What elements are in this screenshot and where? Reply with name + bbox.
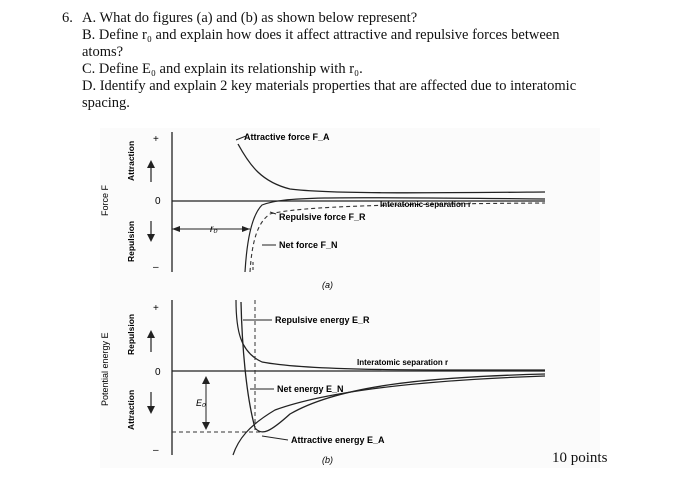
energy-repulsion-label: Repulsion: [126, 313, 136, 355]
energy-plus-label: +: [153, 303, 159, 314]
question-part-d: D. Identify and explain 2 key materials properties that are affected due to interatomic: [82, 78, 577, 94]
repulsive-energy-label: Repulsive energy E_R: [275, 315, 370, 325]
attractive-energy-label: Attractive energy E_A: [291, 435, 385, 445]
question-part-d-cont: spacing.: [82, 95, 130, 111]
attractive-force-label: Attractive force F_A: [244, 132, 330, 142]
question-part-b-cont: atoms?: [82, 44, 124, 60]
net-energy-label: Net energy E_N: [277, 384, 344, 394]
energy-interatomic-separation-label: Interatomic separation r: [357, 358, 449, 367]
force-attraction-label: Attraction: [126, 140, 136, 181]
force-interatomic-separation-label: Interatomic separation r: [380, 200, 472, 209]
question-part-a: A. What do figures (a) and (b) as shown below represent?: [82, 10, 418, 26]
points-value: 10 points: [552, 450, 608, 466]
force-axis-label: Force F: [100, 184, 110, 216]
question-number: 6.: [62, 10, 73, 26]
energy-minus-label: –: [153, 445, 159, 456]
figure-b-caption: (b): [322, 455, 333, 465]
force-repulsion-label: Repulsion: [126, 220, 136, 262]
figure-a-caption: (a): [322, 280, 333, 290]
repulsive-force-label: Repulsive force F_R: [279, 212, 366, 222]
force-minus-label: –: [153, 262, 159, 273]
e0-label: E₀: [196, 398, 206, 408]
net-force-label: Net force F_N: [279, 240, 338, 250]
question-part-c: C. Define E₀ and explain its relationship with r₀.: [82, 61, 363, 77]
question-part-b: B. Define r₀ and explain how does it affect attractive and repulsive forces between: [82, 27, 560, 43]
energy-origin-label: 0: [155, 367, 161, 378]
force-origin-label: 0: [155, 196, 161, 207]
r0-label: r₀: [210, 224, 218, 235]
energy-attraction-label: Attraction: [126, 389, 136, 430]
energy-axis-label: Potential energy E: [100, 332, 110, 406]
force-plus-label: +: [153, 134, 159, 145]
